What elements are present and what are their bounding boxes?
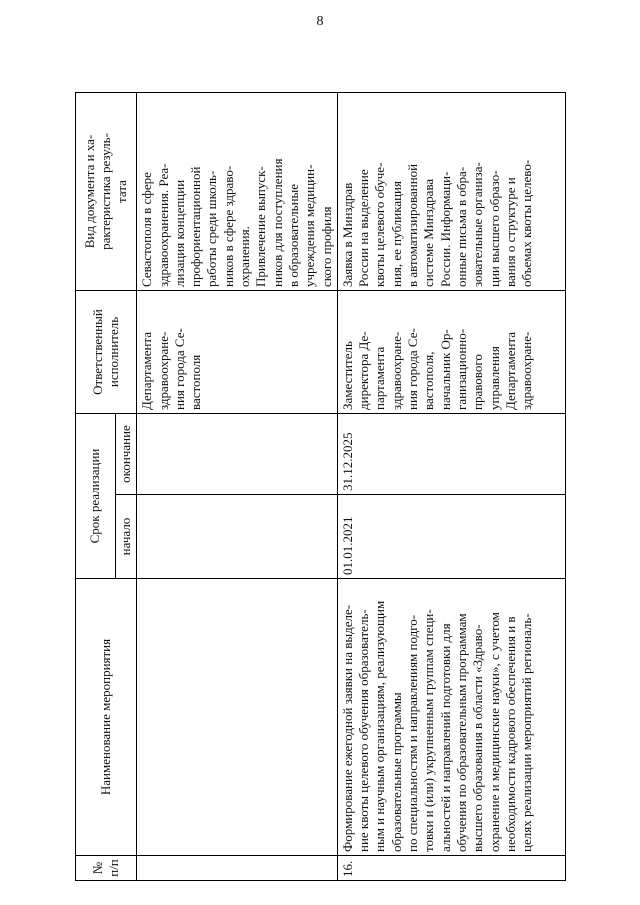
header-name: Наименование мероприятия: [76, 579, 137, 856]
responsible-line: вастополя,: [421, 351, 437, 410]
table-header-row: [76, 93, 116, 881]
result-line: в образовательные: [285, 183, 301, 287]
table-row: [137, 93, 338, 881]
responsible-line: правового: [470, 354, 486, 410]
row16-result-cell: [337, 93, 565, 291]
action-name-line: ным и научным организациям, реализующим: [372, 600, 388, 852]
row16-name-cell: [337, 579, 565, 856]
rotated-table-container: [75, 93, 565, 881]
result-line: России на выделение: [356, 169, 372, 287]
responsible-line: начальник Ор-: [437, 329, 453, 410]
action-plan-table: [75, 92, 566, 881]
action-name-line: высшего образования в области «Здраво-: [470, 624, 486, 852]
table-row: [337, 93, 565, 881]
row16-end: 31.12.2025: [337, 414, 565, 495]
action-name-line: необходимости кадрового обеспечения и в: [502, 616, 518, 852]
result-line: квоты целевого обуче-: [372, 162, 388, 287]
prev-end-cell: [137, 414, 338, 495]
header-responsible: Ответственный исполнитель: [76, 291, 137, 414]
responsible-line: Департамента: [139, 331, 155, 410]
responsible-line: управления: [486, 346, 502, 410]
responsible-line: здравоохране-: [155, 331, 171, 410]
responsible-line: здравоохране-: [519, 331, 535, 410]
result-line: учреждения медицин-: [302, 164, 318, 287]
responsible-line: ганизационно-: [453, 328, 469, 410]
result-line: вания о структуре и: [502, 177, 518, 287]
result-line: системе Минздрава: [421, 178, 437, 287]
result-line: ников для поступления: [269, 158, 285, 287]
row16-num: 16.: [337, 856, 565, 881]
action-name-line: образовательные программы: [388, 692, 404, 852]
action-name-line: альностей и направлений подготовки для: [437, 623, 453, 852]
result-line: ния, ее публикация: [388, 181, 404, 287]
result-line: ников в сфере здраво-: [220, 165, 236, 287]
prev-start-cell: [137, 495, 338, 579]
header-result: Вид документа и ха- рактеристика резуль- тата: [76, 93, 137, 291]
result-line: объемах квоты целево-: [519, 159, 535, 287]
result-line: охранения.: [237, 226, 253, 287]
header-start: начало: [116, 495, 137, 579]
page-number: 8: [316, 14, 324, 29]
result-line: России. Информаци-: [437, 171, 453, 287]
header-period: Срок реализации: [76, 414, 116, 579]
row16-responsible-cell: [337, 291, 565, 414]
header-num: № п/п: [76, 856, 137, 881]
result-line: Севастополя в сфере: [139, 172, 155, 287]
action-name-line: по специальностям и направлениям подго-: [405, 614, 421, 852]
result-line: ции высшего образо-: [486, 170, 502, 287]
responsible-line: ния города Се-: [171, 328, 187, 410]
result-line: профориентационной: [188, 166, 204, 287]
header-end: окончание: [116, 414, 137, 495]
responsible-line: Департамента: [502, 331, 518, 410]
result-line: ского профиля: [318, 206, 334, 287]
prev-num-cell: [137, 856, 338, 881]
result-line: Привлечение выпуск-: [253, 166, 269, 287]
result-line: здравоохранения. Реа-: [155, 163, 171, 287]
action-name-line: ние квоты целевого обучения образователь-: [356, 609, 372, 852]
responsible-line: вастополя: [188, 354, 204, 410]
responsible-line: директора Де-: [356, 331, 372, 410]
row16-start: 01.01.2021: [337, 495, 565, 579]
action-name-line: обучения по образовательным программам: [453, 613, 469, 852]
responsible-line: партамента: [372, 346, 388, 410]
result-line: зовательные организа-: [470, 162, 486, 287]
prev-name-cell: [137, 579, 338, 856]
result-line: лизация концепции: [171, 179, 187, 287]
prev-responsible-cell: [137, 291, 338, 414]
responsible-line: Заместитель: [339, 341, 355, 410]
result-line: Заявка в Минздрав: [339, 182, 355, 287]
action-name-line: товки и (или) укрупненным группам специ-: [421, 609, 437, 852]
result-line: онные письма в обра-: [453, 166, 469, 287]
result-line: в автоматизированной: [405, 163, 421, 287]
responsible-line: ния города Се-: [405, 328, 421, 410]
prev-result-cell: [137, 93, 338, 291]
action-name-line: целях реализации мероприятий региональ-: [519, 613, 535, 852]
action-name-line: Формирование ежегодной заявки на выделе-: [339, 604, 355, 852]
result-line: работы среди школь-: [204, 170, 220, 287]
responsible-line: здравоохране-: [388, 331, 404, 410]
action-name-line: охранение и медицинские науки», с учетом: [486, 612, 502, 852]
